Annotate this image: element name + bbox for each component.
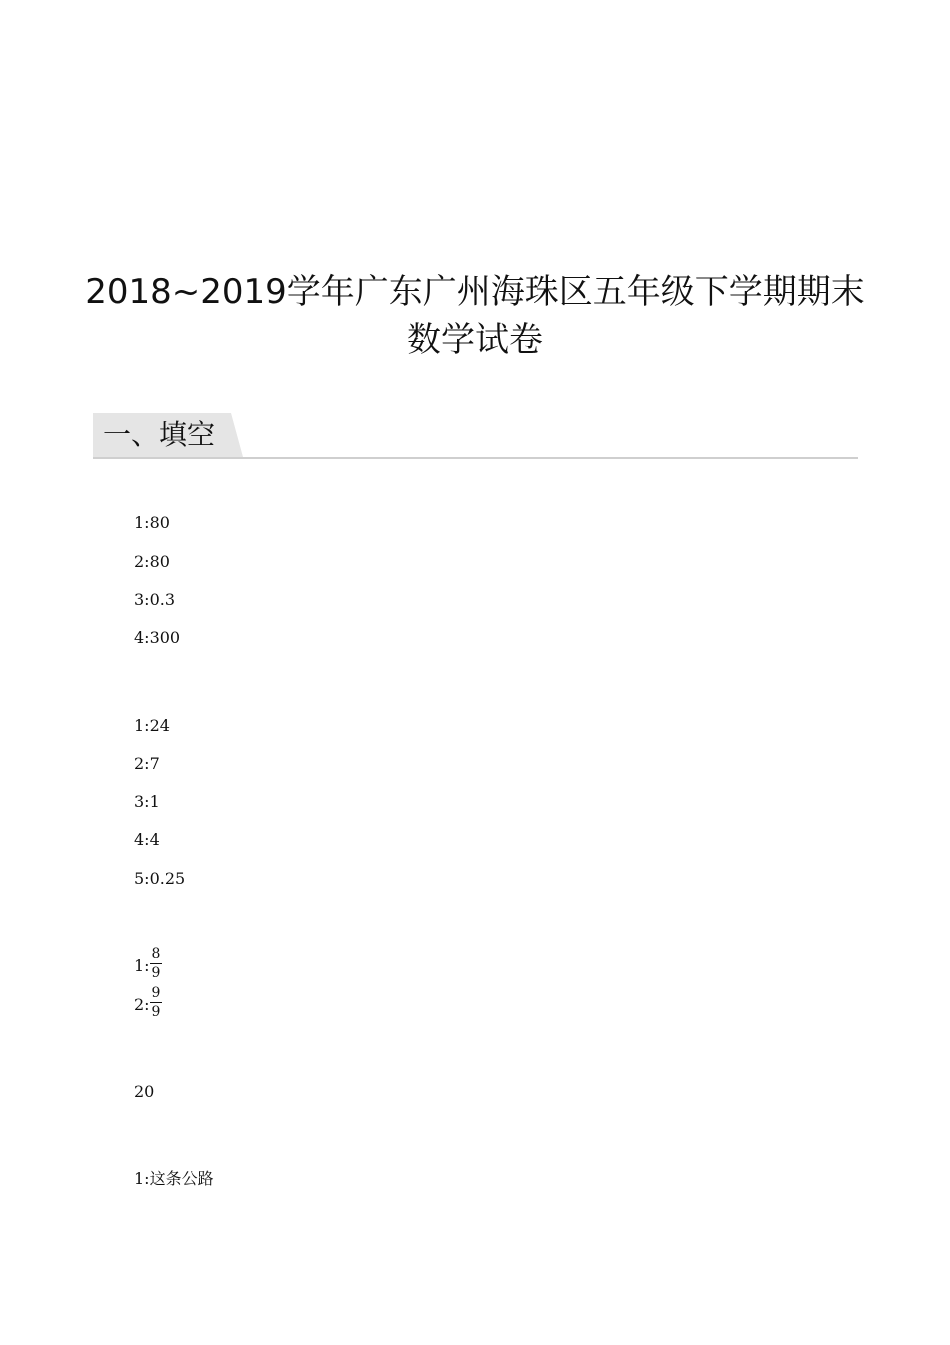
- answer-prefix: 2:: [134, 995, 150, 1014]
- fraction-bar: [150, 963, 162, 964]
- answer-item: 1:这条公路: [134, 1169, 214, 1188]
- document-title: [0, 268, 950, 364]
- answer-item: 2:7: [134, 754, 160, 773]
- fraction-denominator: 9: [151, 1004, 161, 1020]
- answer-item: 1:80: [134, 513, 170, 532]
- answer-item: 20: [134, 1082, 155, 1101]
- answer-item: 3:1: [134, 792, 160, 811]
- section-divider: [93, 457, 858, 459]
- section-header: [93, 413, 858, 459]
- fraction-numerator: 9: [151, 985, 161, 1001]
- answer-item: 3:0.3: [134, 590, 176, 609]
- answer-item: 4:300: [134, 628, 181, 647]
- answer-prefix: 1:: [134, 956, 150, 975]
- title-line-2: 数学试卷: [407, 320, 543, 360]
- fraction-denominator: 9: [151, 965, 161, 981]
- fraction-numerator: 8: [151, 946, 161, 962]
- answer-item: 1:24: [134, 716, 170, 735]
- answer-item: 4:4: [134, 830, 160, 849]
- answer-item: 2:80: [134, 552, 170, 571]
- answer-item: 5:0.25: [134, 869, 186, 888]
- fraction: [150, 946, 162, 981]
- fraction: [150, 985, 162, 1020]
- section-title: 一、填空: [103, 418, 216, 451]
- title-line-1: 2018~2019学年广东广州海珠区五年级下学期期末: [85, 272, 865, 312]
- fraction-bar: [150, 1002, 162, 1003]
